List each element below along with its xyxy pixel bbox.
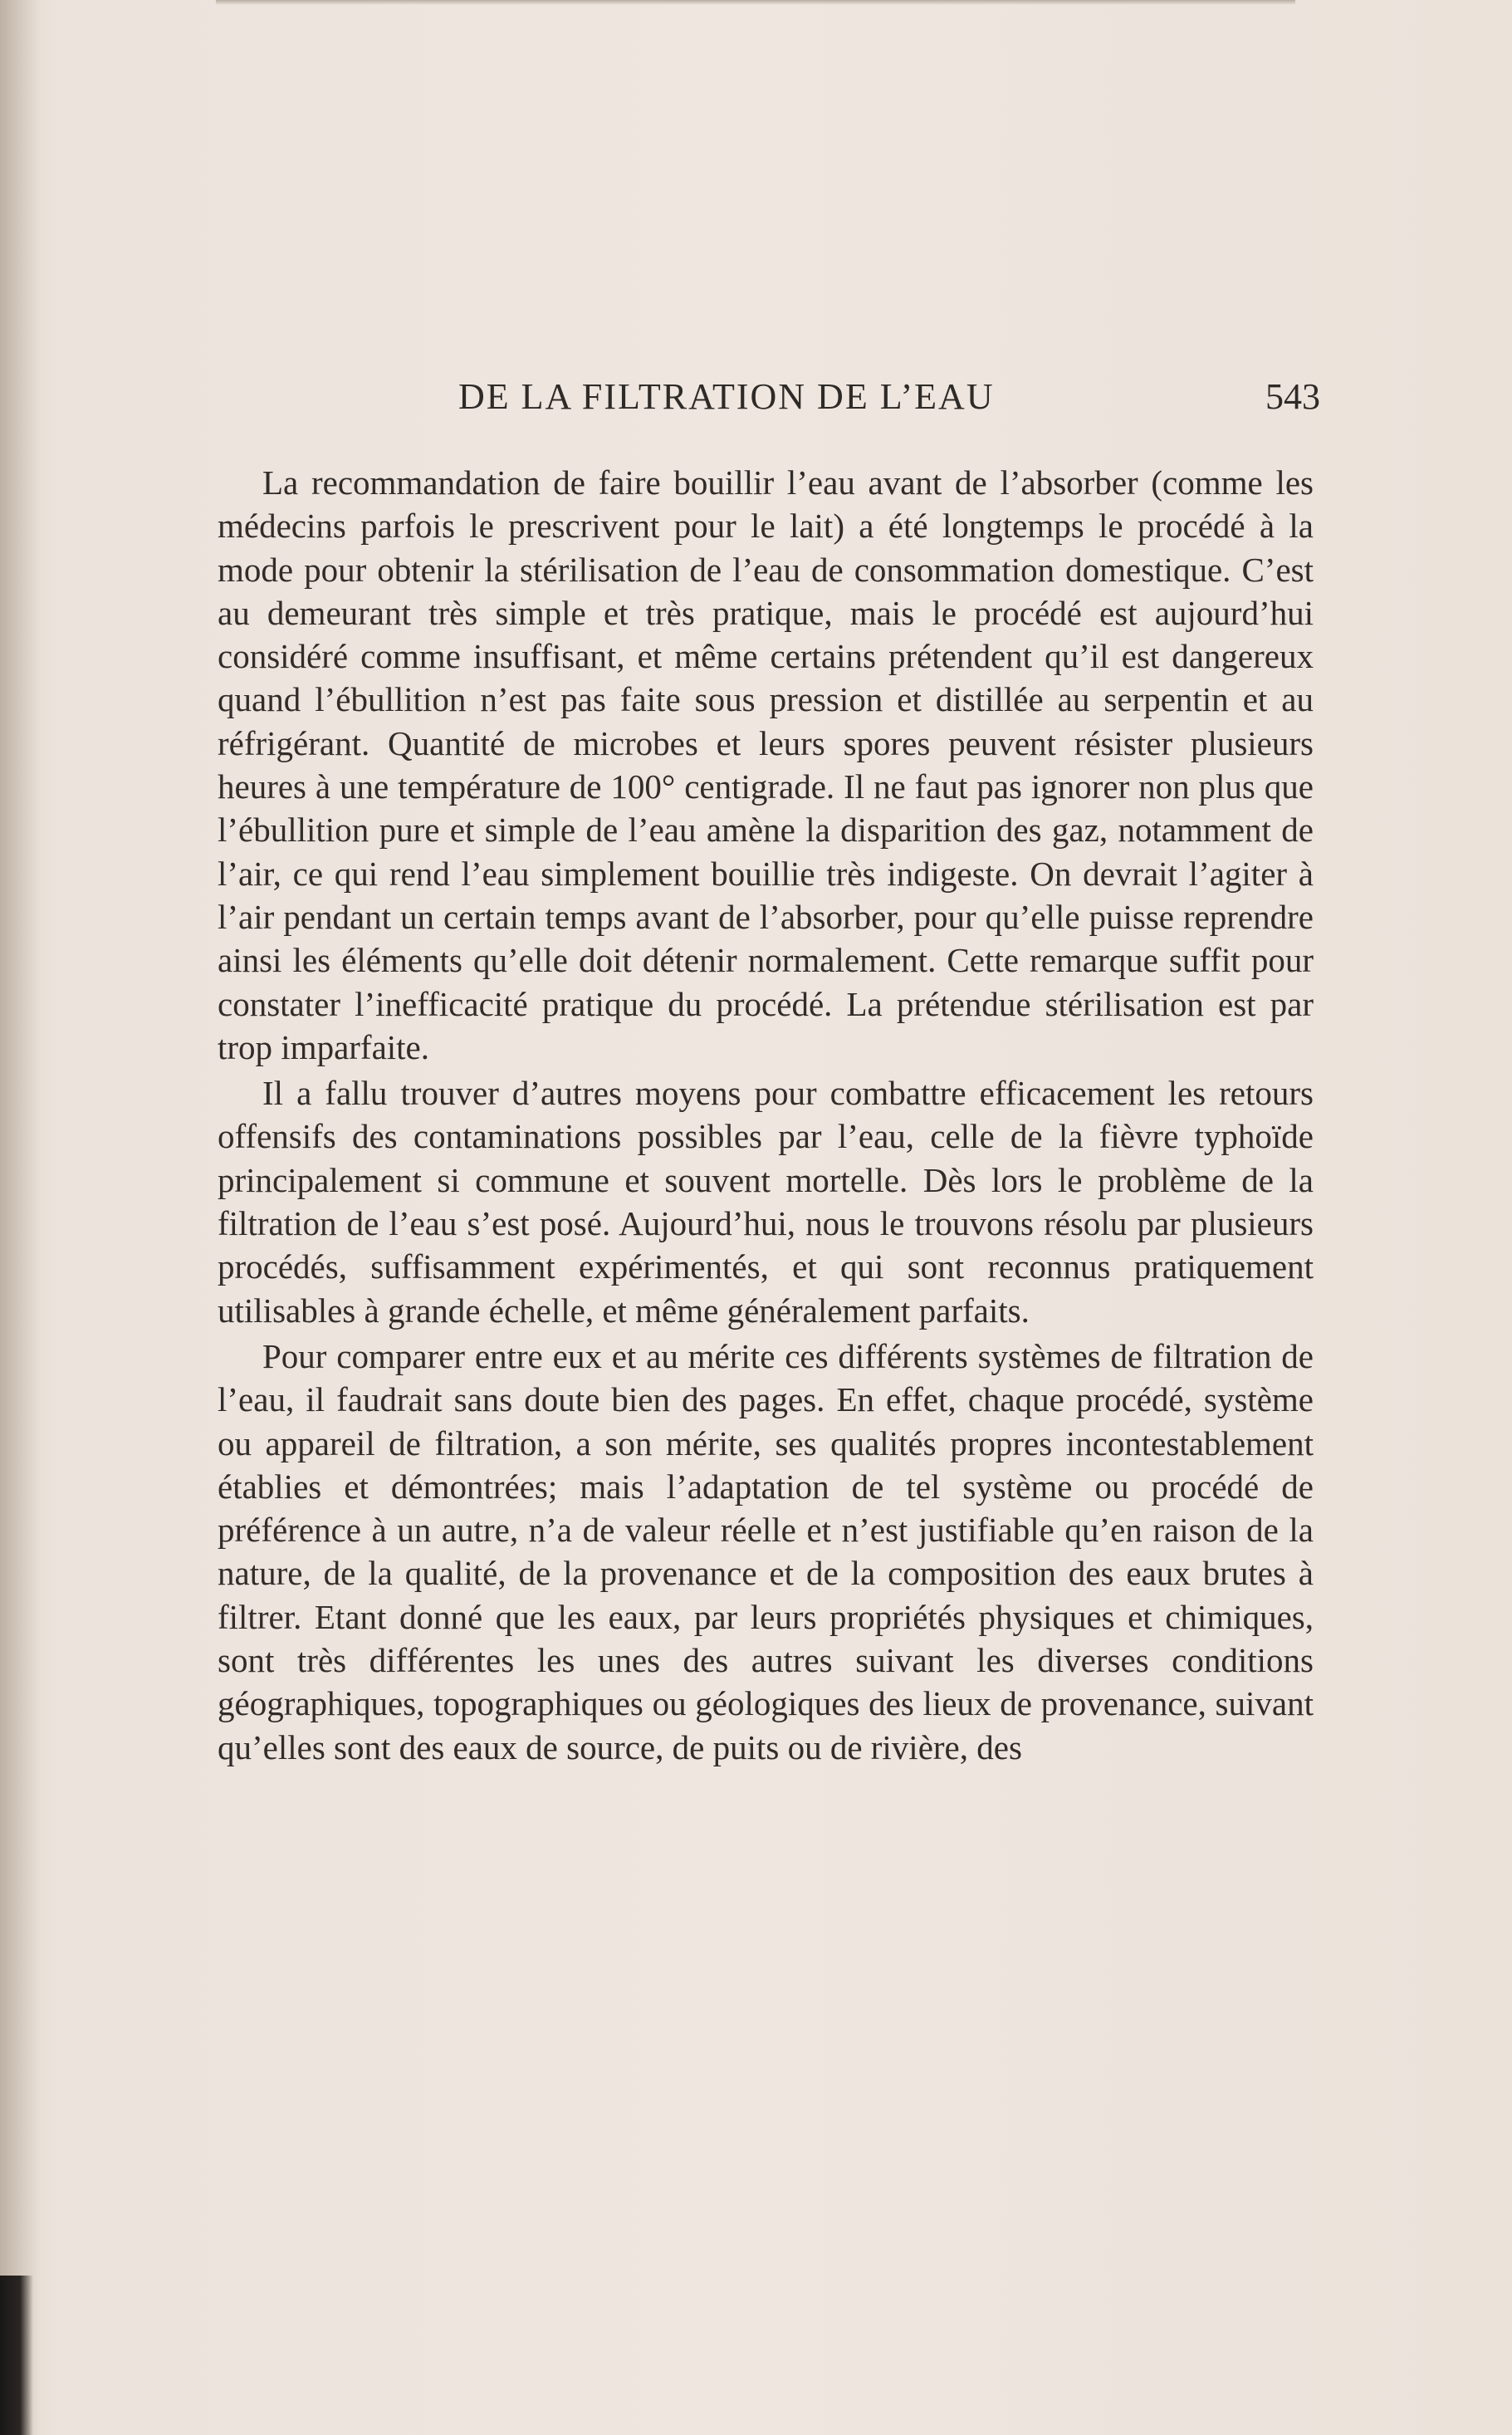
- page-top-edge: [216, 0, 1295, 5]
- paragraph: Pour comparer entre eux et au mérite ces différents systèmes de filtration de l’eau, il faudrait sans doute bien des pages. En effet, chaque procédé, système ou appareil de filtration, a son mérite, ses qualités propres incontestablement établies et démontrées; mais l’adaptation de tel système ou procédé de préférence à un autre, n’a de valeur réelle et n’est justifiable qu’en raison de la nature, de la qualité, de la provenance et de la composition des eaux brutes à filtrer. Etant donné que les eaux, par leurs propriétés physiques et chimiques, sont très différentes les unes des autres suivant les diverses conditions géographiques, topographiques ou géologiques des lieux de provenance, suivant qu’elles sont des eaux de source, de puits ou de rivière, des: [218, 1336, 1314, 1766]
- running-title: DE LA FILTRATION DE L’EAU: [458, 376, 995, 417]
- page-corner-dark: [0, 2276, 33, 2435]
- body-text: [218, 461, 1314, 1771]
- page-header: [216, 375, 1320, 425]
- paragraph: La recommandation de faire bouillir l’eau avant de l’absorber (comme les médecins parfois le prescrivent pour le lait) a été longtemps le procédé à la mode pour obtenir la stérilisation de l’eau de consommation domestique. C’est au demeurant très simple et très pratique, mais le procédé est aujourd’hui considéré comme insuffisant, et même certains prétendent qu’il est dangereux quand l’ébullition n’est pas faite sous pression et distillée au serpentin et au réfrigérant. Quantité de microbes et leurs spores peuvent résister plusieurs heures à une température de 100° centigrade. Il ne faut pas ignorer non plus que l’ébullition pure et simple de l’eau amène la disparition des gaz, notamment de l’air, ce qui rend l’eau simplement bouillie très indigeste. On devrait l’agiter à l’air pendant un certain temps avant de l’absorber, pour qu’elle puisse reprendre ainsi les éléments qu’elle doit détenir normalement. Cette remarque suffit pour constater l’inefficacité pratique du procédé. La prétendue stérilisation est par trop imparfaite.: [218, 463, 1314, 1066]
- page-gutter-shadow: [0, 0, 40, 2435]
- page-number: 543: [1265, 376, 1320, 417]
- paragraph: Il a fallu trouver d’autres moyens pour combattre efficacement les retours offensifs des contaminations possibles par l’eau, celle de la fièvre typhoïde principalement si commune et souvent mortelle. Dès lors le problème de la filtration de l’eau s’est posé. Aujourd’hui, nous le trouvons résolu par plusieurs procédés, suffisamment expérimentés, et qui sont reconnus pratiquement utilisables à grande échelle, et même généralement parfaits.: [218, 1074, 1314, 1330]
